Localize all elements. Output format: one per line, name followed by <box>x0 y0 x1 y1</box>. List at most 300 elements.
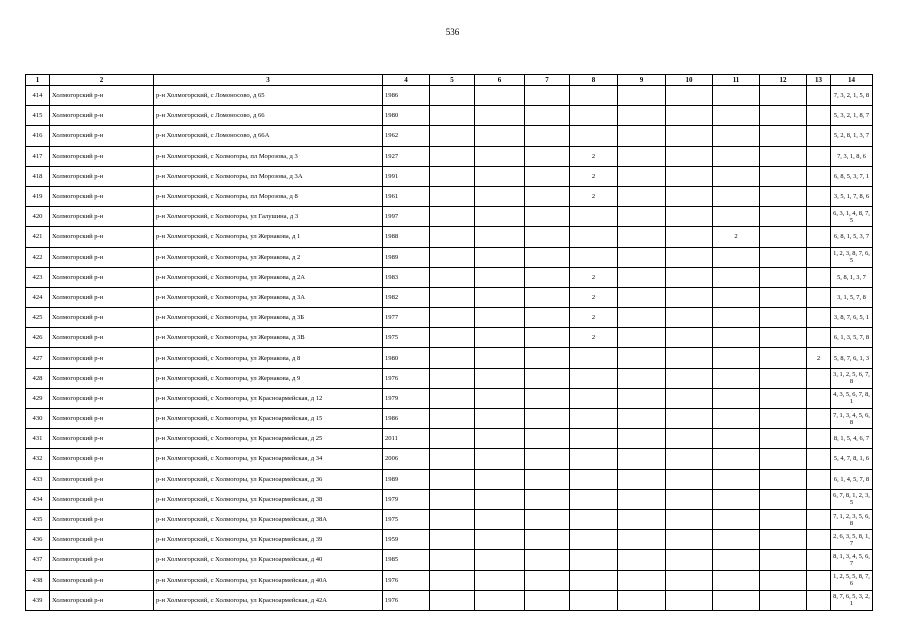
empty-cell <box>430 489 475 509</box>
empty-cell <box>475 550 525 570</box>
year-cell: 1989 <box>383 247 430 267</box>
mark-cell-13 <box>807 227 831 247</box>
district-cell: Холмогорский р-н <box>50 247 154 267</box>
empty-cell <box>525 86 570 106</box>
table-row <box>26 530 873 550</box>
table-row <box>26 146 873 166</box>
table-row <box>26 166 873 186</box>
empty-cell <box>760 166 807 186</box>
empty-cell <box>760 267 807 287</box>
district-cell: Холмогорский р-н <box>50 267 154 287</box>
empty-cell <box>666 409 713 429</box>
empty-cell <box>525 429 570 449</box>
empty-cell <box>525 590 570 610</box>
empty-cell <box>430 308 475 328</box>
code-cell: 6, 1, 4, 5, 7, 8 <box>831 469 873 489</box>
row-number: 437 <box>26 550 50 570</box>
empty-cell <box>525 166 570 186</box>
empty-cell <box>430 368 475 388</box>
mark-cell-8: 2 <box>570 328 618 348</box>
district-cell: Холмогорский р-н <box>50 207 154 227</box>
year-cell: 1976 <box>383 570 430 590</box>
empty-cell <box>430 186 475 206</box>
code-cell: 4, 3, 5, 6, 7, 8, 1 <box>831 388 873 408</box>
table-row <box>26 207 873 227</box>
empty-cell <box>760 146 807 166</box>
code-cell: 7, 1, 3, 4, 5, 6, 8 <box>831 409 873 429</box>
empty-cell <box>666 550 713 570</box>
district-cell: Холмогорский р-н <box>50 570 154 590</box>
table-row <box>26 287 873 307</box>
empty-cell <box>760 409 807 429</box>
column-header: 8 <box>570 75 618 86</box>
empty-cell <box>475 86 525 106</box>
code-cell: 5, 4, 7, 8, 1, 6 <box>831 449 873 469</box>
mark-cell-8 <box>570 489 618 509</box>
empty-cell <box>666 570 713 590</box>
empty-cell <box>618 308 666 328</box>
empty-cell <box>475 126 525 146</box>
empty-cell <box>430 86 475 106</box>
empty-cell <box>430 227 475 247</box>
code-cell: 3, 1, 5, 7, 8 <box>831 287 873 307</box>
code-cell: 8, 7, 6, 5, 3, 2, 1 <box>831 590 873 610</box>
empty-cell <box>525 550 570 570</box>
address-cell: р-н Холмогорский, с Холмогоры, пл Морозова, д 8 <box>154 186 383 206</box>
empty-cell <box>475 227 525 247</box>
mark-cell-8 <box>570 86 618 106</box>
district-cell: Холмогорский р-н <box>50 287 154 307</box>
empty-cell <box>430 328 475 348</box>
empty-cell <box>525 247 570 267</box>
column-header: 13 <box>807 75 831 86</box>
empty-cell <box>618 287 666 307</box>
table-row <box>26 429 873 449</box>
table-row <box>26 489 873 509</box>
row-number: 438 <box>26 570 50 590</box>
empty-cell <box>618 247 666 267</box>
mark-cell-11 <box>713 328 760 348</box>
mark-cell-8 <box>570 247 618 267</box>
address-cell: р-н Холмогорский, с Холмогоры, ул Красноармейская, д 38А <box>154 509 383 529</box>
district-cell: Холмогорский р-н <box>50 368 154 388</box>
mark-cell-13 <box>807 489 831 509</box>
empty-cell <box>618 570 666 590</box>
empty-cell <box>475 207 525 227</box>
empty-cell <box>475 106 525 126</box>
column-header: 4 <box>383 75 430 86</box>
empty-cell <box>618 590 666 610</box>
year-cell: 1983 <box>383 267 430 287</box>
code-cell: 7, 3, 1, 8, 6 <box>831 146 873 166</box>
mark-cell-8 <box>570 388 618 408</box>
empty-cell <box>475 348 525 368</box>
address-cell: р-н Холмогорский, с Холмогоры, ул Жернакова, д 3В <box>154 328 383 348</box>
empty-cell <box>525 308 570 328</box>
empty-cell <box>618 388 666 408</box>
empty-cell <box>618 267 666 287</box>
row-number: 416 <box>26 126 50 146</box>
column-header: 1 <box>26 75 50 86</box>
mark-cell-11 <box>713 186 760 206</box>
empty-cell <box>760 287 807 307</box>
mark-cell-13 <box>807 126 831 146</box>
empty-cell <box>618 469 666 489</box>
address-cell: р-н Холмогорский, с Холмогоры, ул Жернакова, д 2 <box>154 247 383 267</box>
empty-cell <box>618 509 666 529</box>
address-cell: р-н Холмогорский, с Холмогоры, ул Красноармейская, д 34 <box>154 449 383 469</box>
mark-cell-8: 2 <box>570 287 618 307</box>
empty-cell <box>760 106 807 126</box>
district-cell: Холмогорский р-н <box>50 328 154 348</box>
table-row <box>26 106 873 126</box>
mark-cell-13 <box>807 106 831 126</box>
district-cell: Холмогорский р-н <box>50 429 154 449</box>
empty-cell <box>525 530 570 550</box>
empty-cell <box>430 570 475 590</box>
district-cell: Холмогорский р-н <box>50 449 154 469</box>
year-cell: 1988 <box>383 227 430 247</box>
mark-cell-11 <box>713 166 760 186</box>
row-number: 427 <box>26 348 50 368</box>
code-cell: 5, 2, 8, 1, 3, 7 <box>831 126 873 146</box>
empty-cell <box>525 328 570 348</box>
empty-cell <box>666 106 713 126</box>
empty-cell <box>618 368 666 388</box>
column-header: 9 <box>618 75 666 86</box>
empty-cell <box>430 207 475 227</box>
address-cell: р-н Холмогорский, с Холмогоры, ул Красноармейская, д 25 <box>154 429 383 449</box>
empty-cell <box>666 509 713 529</box>
year-cell: 1962 <box>383 126 430 146</box>
empty-cell <box>618 348 666 368</box>
code-cell: 5, 8, 7, 6, 1, 3 <box>831 348 873 368</box>
code-cell: 6, 8, 1, 5, 3, 7 <box>831 227 873 247</box>
row-number: 433 <box>26 469 50 489</box>
mark-cell-13 <box>807 166 831 186</box>
table-row <box>26 509 873 529</box>
empty-cell <box>666 368 713 388</box>
column-header: 6 <box>475 75 525 86</box>
district-cell: Холмогорский р-н <box>50 308 154 328</box>
address-cell: р-н Холмогорский, с Ломоносово, д 65 <box>154 86 383 106</box>
empty-cell <box>475 267 525 287</box>
row-number: 424 <box>26 287 50 307</box>
year-cell: 1976 <box>383 590 430 610</box>
empty-cell <box>430 247 475 267</box>
empty-cell <box>666 86 713 106</box>
empty-cell <box>475 166 525 186</box>
mark-cell-8 <box>570 207 618 227</box>
row-number: 418 <box>26 166 50 186</box>
year-cell: 1927 <box>383 146 430 166</box>
empty-cell <box>760 489 807 509</box>
address-cell: р-н Холмогорский, с Холмогоры, ул Жернакова, д 9 <box>154 368 383 388</box>
district-cell: Холмогорский р-н <box>50 409 154 429</box>
empty-cell <box>666 590 713 610</box>
table-row <box>26 267 873 287</box>
empty-cell <box>666 328 713 348</box>
mark-cell-8 <box>570 409 618 429</box>
empty-cell <box>666 348 713 368</box>
empty-cell <box>666 146 713 166</box>
mark-cell-8: 2 <box>570 166 618 186</box>
mark-cell-8 <box>570 126 618 146</box>
district-cell: Холмогорский р-н <box>50 550 154 570</box>
mark-cell-11 <box>713 86 760 106</box>
mark-cell-8: 2 <box>570 186 618 206</box>
table-row <box>26 368 873 388</box>
mark-cell-11 <box>713 207 760 227</box>
address-cell: р-н Холмогорский, с Холмогоры, ул Жернакова, д 3Б <box>154 308 383 328</box>
empty-cell <box>475 287 525 307</box>
column-header: 12 <box>760 75 807 86</box>
table-row <box>26 186 873 206</box>
empty-cell <box>760 429 807 449</box>
mark-cell-11 <box>713 469 760 489</box>
code-cell: 1, 2, 3, 8, 7, 6, 5 <box>831 247 873 267</box>
column-header: 10 <box>666 75 713 86</box>
empty-cell <box>525 469 570 489</box>
code-cell: 6, 3, 1, 4, 8, 7, 5 <box>831 207 873 227</box>
mark-cell-8 <box>570 509 618 529</box>
empty-cell <box>525 146 570 166</box>
year-cell: 1986 <box>383 409 430 429</box>
district-cell: Холмогорский р-н <box>50 186 154 206</box>
empty-cell <box>475 449 525 469</box>
mark-cell-8 <box>570 590 618 610</box>
district-cell: Холмогорский р-н <box>50 509 154 529</box>
district-cell: Холмогорский р-н <box>50 227 154 247</box>
empty-cell <box>475 368 525 388</box>
empty-cell <box>666 469 713 489</box>
mark-cell-11 <box>713 590 760 610</box>
address-cell: р-н Холмогорский, с Холмогоры, ул Галушина, д 3 <box>154 207 383 227</box>
table-row <box>26 86 873 106</box>
empty-cell <box>475 388 525 408</box>
year-cell: 1959 <box>383 530 430 550</box>
empty-cell <box>618 126 666 146</box>
empty-cell <box>430 166 475 186</box>
empty-cell <box>430 550 475 570</box>
empty-cell <box>475 429 525 449</box>
code-cell: 3, 5, 1, 7, 8, 6 <box>831 186 873 206</box>
column-header: 14 <box>831 75 873 86</box>
row-number: 430 <box>26 409 50 429</box>
district-cell: Холмогорский р-н <box>50 530 154 550</box>
district-cell: Холмогорский р-н <box>50 469 154 489</box>
table-row <box>26 227 873 247</box>
mark-cell-11 <box>713 106 760 126</box>
empty-cell <box>430 388 475 408</box>
empty-cell <box>430 146 475 166</box>
empty-cell <box>618 86 666 106</box>
district-cell: Холмогорский р-н <box>50 126 154 146</box>
mark-cell-11 <box>713 348 760 368</box>
code-cell: 1, 2, 5, 5, 8, 7, 6 <box>831 570 873 590</box>
mark-cell-11 <box>713 267 760 287</box>
empty-cell <box>430 287 475 307</box>
code-cell: 3, 1, 2, 5, 6, 7, 8 <box>831 368 873 388</box>
mark-cell-11 <box>713 429 760 449</box>
district-cell: Холмогорский р-н <box>50 348 154 368</box>
empty-cell <box>760 186 807 206</box>
address-cell: р-н Холмогорский, с Холмогоры, ул Жернакова, д 2А <box>154 267 383 287</box>
year-cell: 1980 <box>383 348 430 368</box>
empty-cell <box>760 449 807 469</box>
code-cell: 8, 1, 5, 4, 6, 7 <box>831 429 873 449</box>
district-cell: Холмогорский р-н <box>50 146 154 166</box>
empty-cell <box>525 388 570 408</box>
table-row <box>26 449 873 469</box>
address-cell: р-н Холмогорский, с Холмогоры, ул Красноармейская, д 40 <box>154 550 383 570</box>
table-row <box>26 550 873 570</box>
table-row <box>26 469 873 489</box>
empty-cell <box>760 469 807 489</box>
empty-cell <box>760 227 807 247</box>
address-cell: р-н Холмогорский, с Холмогоры, пл Морозова, д 3А <box>154 166 383 186</box>
page-number: 536 <box>445 27 460 37</box>
empty-cell <box>666 388 713 408</box>
empty-cell <box>666 530 713 550</box>
empty-cell <box>475 308 525 328</box>
row-number: 417 <box>26 146 50 166</box>
empty-cell <box>618 328 666 348</box>
district-cell: Холмогорский р-н <box>50 106 154 126</box>
empty-cell <box>525 267 570 287</box>
mark-cell-13 <box>807 509 831 529</box>
empty-cell <box>760 530 807 550</box>
mark-cell-11 <box>713 308 760 328</box>
row-number: 435 <box>26 509 50 529</box>
empty-cell <box>525 368 570 388</box>
mark-cell-13 <box>807 207 831 227</box>
empty-cell <box>430 409 475 429</box>
empty-cell <box>525 489 570 509</box>
empty-cell <box>618 489 666 509</box>
empty-cell <box>475 469 525 489</box>
empty-cell <box>525 207 570 227</box>
mark-cell-11 <box>713 409 760 429</box>
code-cell: 6, 1, 3, 5, 7, 8 <box>831 328 873 348</box>
mark-cell-11 <box>713 247 760 267</box>
year-cell: 1977 <box>383 308 430 328</box>
empty-cell <box>618 207 666 227</box>
code-cell: 5, 8, 1, 3, 7 <box>831 267 873 287</box>
mark-cell-11 <box>713 126 760 146</box>
empty-cell <box>475 509 525 529</box>
row-number: 429 <box>26 388 50 408</box>
row-number: 428 <box>26 368 50 388</box>
code-cell: 6, 8, 5, 3, 7, 1 <box>831 166 873 186</box>
mark-cell-13 <box>807 186 831 206</box>
address-cell: р-н Холмогорский, с Холмогоры, ул Красноармейская, д 40А <box>154 570 383 590</box>
empty-cell <box>760 590 807 610</box>
empty-cell <box>666 267 713 287</box>
district-cell: Холмогорский р-н <box>50 86 154 106</box>
mark-cell-13 <box>807 146 831 166</box>
mark-cell-11 <box>713 509 760 529</box>
mark-cell-13 <box>807 388 831 408</box>
empty-cell <box>430 530 475 550</box>
empty-cell <box>760 126 807 146</box>
mark-cell-8 <box>570 530 618 550</box>
column-header: 2 <box>50 75 154 86</box>
empty-cell <box>475 146 525 166</box>
mark-cell-8 <box>570 429 618 449</box>
year-cell: 1980 <box>383 106 430 126</box>
row-number: 422 <box>26 247 50 267</box>
mark-cell-11 <box>713 368 760 388</box>
code-cell: 5, 3, 2, 1, 8, 7 <box>831 106 873 126</box>
empty-cell <box>618 166 666 186</box>
mark-cell-8 <box>570 106 618 126</box>
code-cell: 7, 1, 2, 3, 5, 6, 8 <box>831 509 873 529</box>
empty-cell <box>475 186 525 206</box>
empty-cell <box>760 550 807 570</box>
address-cell: р-н Холмогорский, с Холмогоры, ул Жернакова, д 1 <box>154 227 383 247</box>
mark-cell-13 <box>807 267 831 287</box>
empty-cell <box>525 227 570 247</box>
year-cell: 1986 <box>383 86 430 106</box>
mark-cell-13 <box>807 469 831 489</box>
row-number: 415 <box>26 106 50 126</box>
year-cell: 1989 <box>383 469 430 489</box>
year-cell: 1961 <box>383 186 430 206</box>
empty-cell <box>760 308 807 328</box>
mark-cell-13 <box>807 530 831 550</box>
empty-cell <box>618 227 666 247</box>
mark-cell-8: 2 <box>570 146 618 166</box>
empty-cell <box>475 590 525 610</box>
empty-cell <box>475 530 525 550</box>
empty-cell <box>760 86 807 106</box>
mark-cell-13 <box>807 409 831 429</box>
code-cell: 7, 3, 2, 1, 5, 8 <box>831 86 873 106</box>
mark-cell-13 <box>807 570 831 590</box>
empty-cell <box>430 449 475 469</box>
empty-cell <box>430 429 475 449</box>
mark-cell-11 <box>713 550 760 570</box>
table-row <box>26 570 873 590</box>
mark-cell-8 <box>570 550 618 570</box>
empty-cell <box>666 489 713 509</box>
mark-cell-8 <box>570 570 618 590</box>
empty-cell <box>475 328 525 348</box>
district-cell: Холмогорский р-н <box>50 166 154 186</box>
table-row <box>26 388 873 408</box>
address-cell: р-н Холмогорский, с Холмогоры, пл Морозова, д 3 <box>154 146 383 166</box>
mark-cell-13 <box>807 550 831 570</box>
address-cell: р-н Холмогорский, с Холмогоры, ул Красноармейская, д 39 <box>154 530 383 550</box>
row-number: 414 <box>26 86 50 106</box>
mark-cell-8 <box>570 348 618 368</box>
empty-cell <box>666 247 713 267</box>
mark-cell-11 <box>713 388 760 408</box>
register-table <box>25 74 873 611</box>
empty-cell <box>760 207 807 227</box>
empty-cell <box>760 388 807 408</box>
year-cell: 1997 <box>383 207 430 227</box>
row-number: 432 <box>26 449 50 469</box>
district-cell: Холмогорский р-н <box>50 590 154 610</box>
empty-cell <box>475 489 525 509</box>
table-row <box>26 308 873 328</box>
empty-cell <box>760 368 807 388</box>
mark-cell-13: 2 <box>807 348 831 368</box>
year-cell: 1982 <box>383 287 430 307</box>
address-cell: р-н Холмогорский, с Холмогоры, ул Жернакова, д 8 <box>154 348 383 368</box>
